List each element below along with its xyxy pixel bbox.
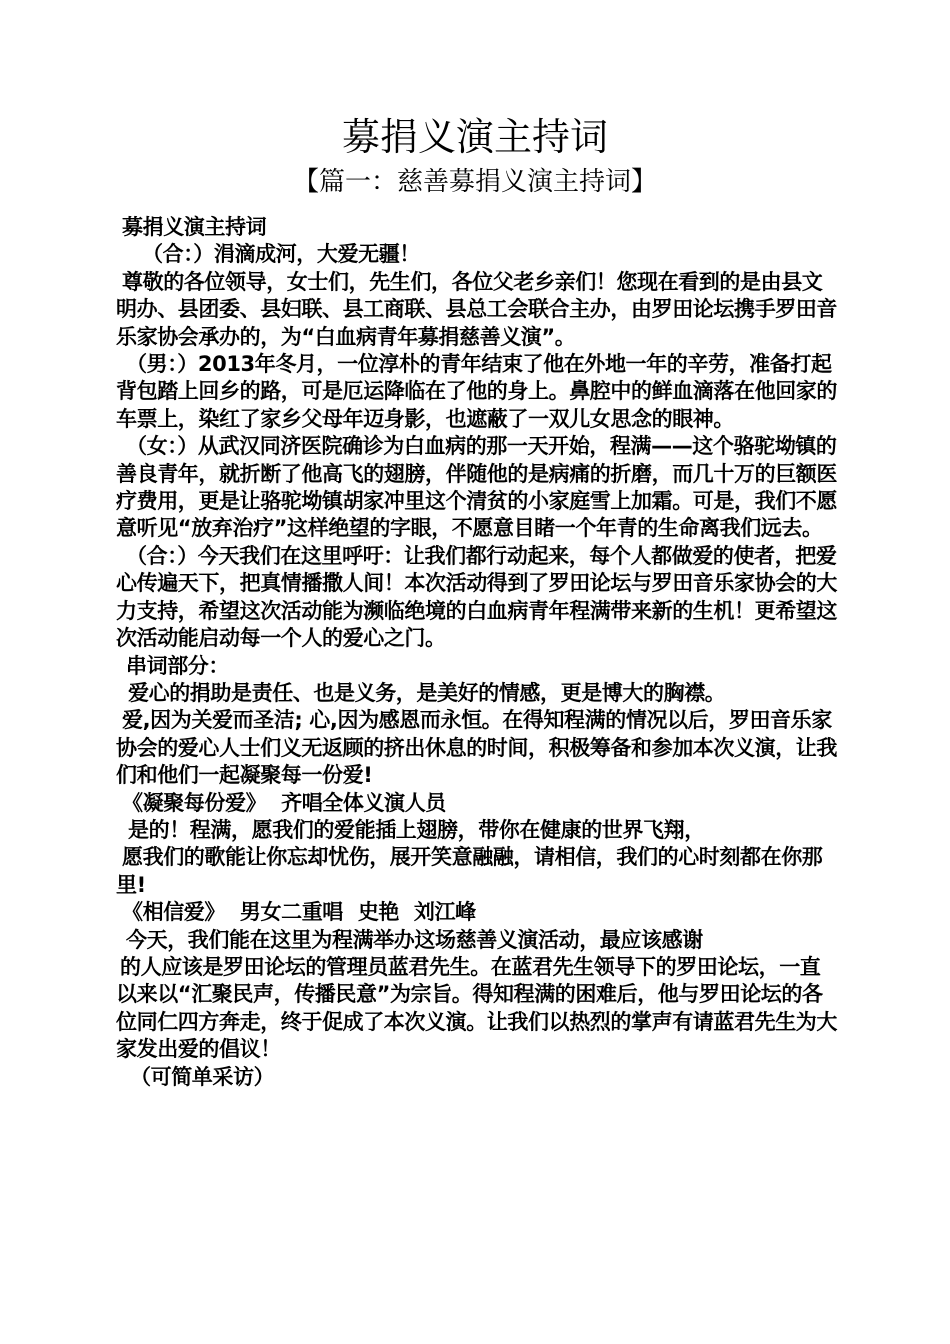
paragraph: （合：）今天我们在这里呼吁：让我们都行动起来，每个人都做爱的使者，把爱心传遍天下，把真情播撒人间！本次活动得到了罗田论坛与罗田音乐家协会的大力支持，希望这次活动能为濒临绝境的白血病青年程满带来新的生机！更希望这次活动能启动每一个人的爱心之门。 bbox=[116, 543, 837, 651]
paragraph: 今天，我们能在这里为程满举办这场慈善义演活动，最应该感谢 bbox=[126, 927, 703, 952]
paragraph: 爱心的捐助是责任、也是义务，是美好的情感，更是博大的胸襟。 bbox=[128, 680, 726, 705]
document-body bbox=[116, 214, 838, 1091]
paragraph: （可简单采访） bbox=[130, 1064, 275, 1089]
program-item: 《相信爱》 男女二重唱 史艳 刘江峰 bbox=[122, 900, 476, 925]
section-heading: 串词部分： bbox=[126, 653, 229, 678]
paragraph: 尊敬的各位领导，女士们，先生们，各位父老乡亲们！您现在看到的是由县文明办、县团委、县妇联、县工商联、县总工会联合主办，由罗田论坛携手罗田音乐家协会承办的，为“白血病青年募捐慈善义演”。 bbox=[116, 269, 837, 349]
paragraph: （女：）从武汉同济医院确诊为白血病的那一天开始，程满——这个骆驼坳镇的善良青年，就折断了他高飞的翅膀，伴随他的是病痛的折磨，而几十万的巨额医疗费用，更是让骆驼坳镇胡家冲里这个清贫的小家庭雪上加霜。可是，我们不愿意听见“放弃治疗”这样绝望的字眼，不愿意目睹一个年青的生命离我们远去。 bbox=[116, 434, 837, 541]
section-heading: 募捐义演主持词 bbox=[122, 215, 267, 239]
program-item: 《凝聚每份爱》 齐唱全体义演人员 bbox=[122, 790, 446, 815]
paragraph: 愿我们的歌能让你忘却忧伤，展开笑意融融，请相信，我们的心时刻都在你那里! bbox=[116, 845, 823, 897]
paragraph: （合：）涓滴成河，大爱无疆！ bbox=[142, 242, 420, 267]
paragraph: 的人应该是罗田论坛的管理员蓝君先生。在蓝君先生领导下的罗田论坛，一直以来以“汇聚民声，传播民意”为宗旨。得知程满的困难后，他与罗田论坛的各位同仁四方奔走，终于促成了本次义演。让我们以热烈的掌声有请蓝君先生为大家发出爱的倡议！ bbox=[116, 954, 837, 1062]
document-title: 募捐义演主持词 bbox=[341, 115, 608, 159]
paragraph: 是的！程满，愿我们的爱能插上翅膀，带你在健康的世界飞翔， bbox=[128, 817, 705, 842]
paragraph: （男：）2013年冬月，一位淳朴的青年结束了他在外地一年的辛劳，准备打起背包踏上回乡的路，可是厄运降临在了他的身上。鼻腔中的鲜血滴落在他回家的车票上，染红了家乡父母年迈身影，也遮蔽了一双儿女思念的眼神。 bbox=[116, 352, 837, 431]
paragraph: 爱,因为关爱而圣洁; 心,因为感恩而永恒。在得知程满的情况以后，罗田音乐家协会的爱心人士们义无返顾的挤出休息的时间，积极筹备和参加本次义演，让我们和他们一起凝聚每一份爱! bbox=[116, 708, 837, 788]
document-subtitle: 【篇一：慈善募捐义演主持词】 bbox=[292, 167, 657, 197]
